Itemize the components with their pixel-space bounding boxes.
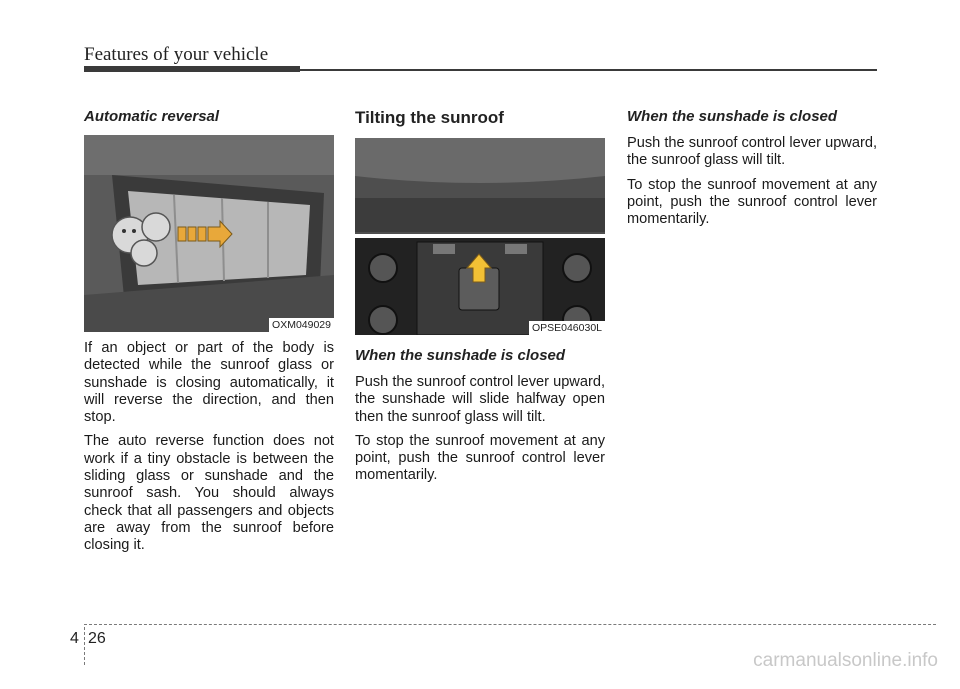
footer-divider — [84, 624, 936, 625]
section-title-tilting-sunroof: Tilting the sunroof — [355, 108, 504, 127]
column-sunshade-closed — [627, 108, 877, 235]
watermark: carmanualsonline.info — [753, 650, 938, 671]
paragraph: To stop the sunroof movement at any point, push the sunroof control lever momentarily. — [355, 432, 605, 484]
figure-code-label: OXM049029 — [269, 318, 334, 332]
column-automatic-reversal — [84, 108, 334, 562]
page-number: 26 — [88, 630, 106, 647]
paragraph: If an object or part of the body is detected while the sunroof glass or sunshade is closing automatically, it will reverse the direction, and then stop. — [84, 340, 334, 426]
paragraph: Push the sunroof control lever upward, the sunroof glass will tilt. — [627, 135, 877, 169]
sunroof-reversal-illustration — [84, 135, 334, 332]
subhead-automatic-reversal: Automatic reversal — [84, 108, 220, 125]
figure-code-label: OPSE046030L — [529, 321, 605, 335]
header-rule-thin — [300, 69, 877, 71]
page-section-number: 4 — [70, 630, 79, 647]
sunroof-control-illustration — [355, 138, 605, 335]
footer-vertical-divider — [84, 627, 85, 665]
paragraph: To stop the sunroof movement at any point, push the sunroof control lever momentarily. — [627, 176, 877, 228]
subhead-sunshade-closed: When the sunshade is closed — [627, 108, 838, 125]
paragraph: The auto reverse function does not work if a tiny obstacle is between the sliding glass or sunshade and the sunroof sash. You should always check that all passengers and objects are away from the sunroof before closing it. — [84, 433, 334, 554]
header-rule-thick — [84, 66, 300, 72]
page-header-title: Features of your vehicle — [84, 44, 269, 65]
paragraph: Push the sunroof control lever upward, the sunshade will slide halfway open then the sunroof glass will tilt. — [355, 374, 605, 425]
figure-sunroof-reversal — [84, 135, 334, 332]
column-tilting-sunroof — [355, 108, 605, 492]
figure-sunroof-control — [355, 138, 605, 335]
subhead-sunshade-closed: When the sunshade is closed — [355, 347, 566, 364]
